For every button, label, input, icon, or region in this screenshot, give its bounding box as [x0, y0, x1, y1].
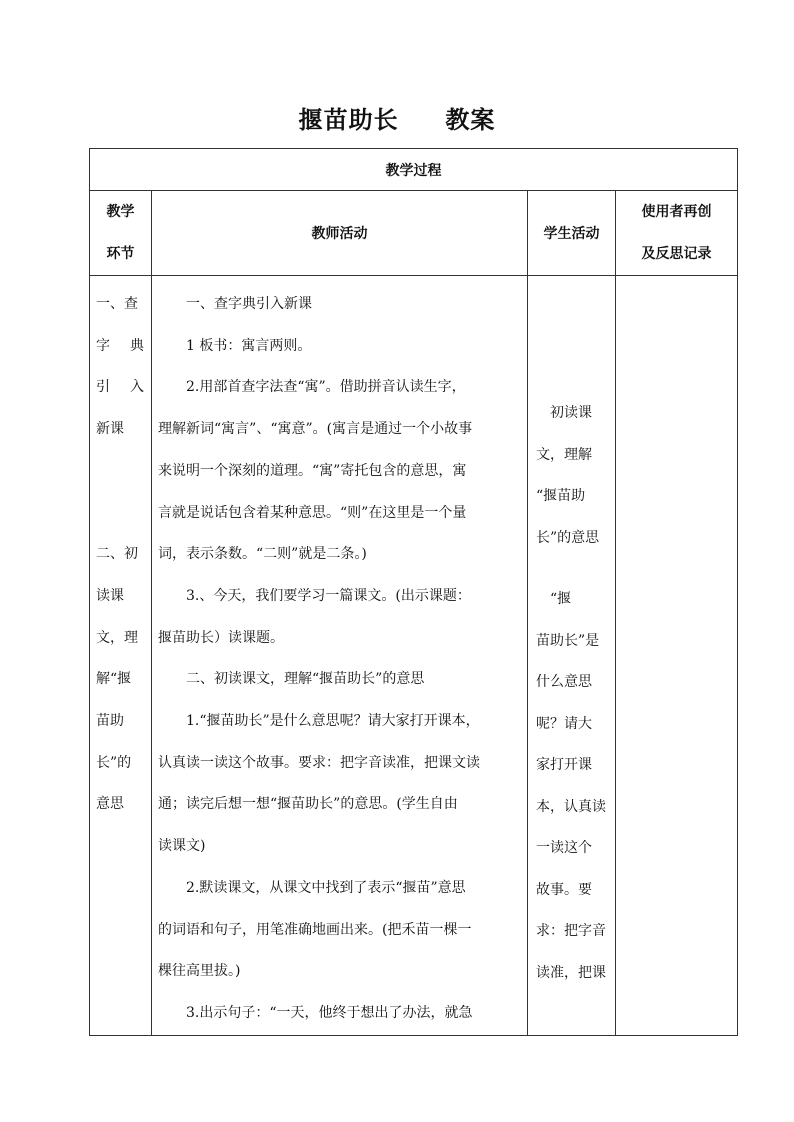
teacher-line: 1 板书：寓言两则。 — [186, 337, 312, 354]
student-line: 家打开课 — [536, 757, 592, 773]
reflection-cell — [616, 276, 738, 1036]
student-line: 初读课 — [536, 405, 592, 421]
teacher-line: 揠苗助长）读课题。 — [158, 629, 284, 646]
stage-line: 读课 — [96, 587, 124, 604]
student-activity-cell — [528, 276, 616, 1036]
stage-line: 解“揠 — [96, 671, 132, 688]
stage-header-line-2: 环节 — [106, 246, 135, 262]
student-activity-header: 学生活动 — [528, 191, 616, 276]
student-line: 一读这个 — [536, 840, 592, 856]
stage-line — [96, 451, 151, 493]
student-line: 苗助长”是 — [536, 632, 600, 649]
student-line: 求：把字音 — [536, 923, 606, 939]
reflection-header-line-1: 使用者再创 — [641, 204, 712, 220]
stage-header-line-1: 教学 — [106, 204, 135, 220]
student-line: 故事。要 — [536, 881, 592, 898]
stage-line: 二、初 — [96, 546, 138, 563]
student-line — [536, 559, 615, 579]
section-header: 教学过程 — [90, 149, 738, 191]
teacher-line: 词，表示条数。“二则”就是二条。) — [158, 546, 367, 563]
student-line: 本，认真读 — [536, 798, 606, 815]
teacher-line: 读课文) — [158, 838, 206, 855]
teacher-line: 一、查字典引入新课 — [186, 296, 312, 312]
teacher-line: 认真读一读这个故事。要求：把字音读准，把课文读 — [158, 754, 480, 771]
stage-line: 一、查 — [96, 296, 138, 312]
student-line: 什么意思 — [536, 674, 592, 690]
stage-header — [90, 191, 152, 276]
stage-line — [96, 493, 151, 535]
student-line: 读准，把课 — [536, 964, 606, 981]
teacher-line: 言就是说话包含着某种意思。“则”在这里是一个量 — [158, 504, 467, 521]
lesson-plan-table — [89, 148, 738, 1036]
teacher-activity-header: 教师活动 — [152, 191, 528, 276]
teacher-line: 1.“揠苗助长”是什么意思呢？请大家打开课本， — [186, 713, 480, 730]
stage-line: 引 入 — [96, 379, 144, 396]
stage-line: 长”的 — [96, 754, 132, 771]
stage-line: 意思 — [96, 796, 124, 813]
stage-cell — [90, 276, 152, 1036]
reflection-header — [616, 191, 738, 276]
teacher-line: 来说明一个深刻的道理。“寓”寄托包含的意思，寓 — [158, 462, 467, 479]
student-line: 长”的意思 — [536, 529, 600, 546]
teacher-line: 二、初读课文，理解“揠苗助长”的意思 — [186, 671, 425, 688]
teacher-line: 棵往高里拔。) — [158, 963, 241, 980]
teacher-line: 的词语和句子，用笔准确地画出来。(把禾苗一棵一 — [158, 921, 472, 938]
teacher-line: 2.默读课文，从课文中找到了表示“揠苗”意思 — [186, 879, 466, 896]
teacher-line: 3.、今天，我们要学习一篇课文。(出示课题： — [186, 587, 471, 604]
teacher-line: 通；读完后想一想“揠苗助长”的意思。(学生自由 — [158, 796, 458, 813]
teacher-activity-cell — [152, 276, 528, 1036]
reflection-header-line-2: 及反思记录 — [641, 246, 712, 262]
stage-line: 文，理 — [96, 629, 138, 646]
document-title: 揠苗助长 教案 — [298, 106, 496, 134]
teacher-line: 3.出示句子：“一天，他终于想出了办法，就急 — [186, 1004, 473, 1021]
stage-line: 字 典 — [96, 337, 144, 354]
teacher-line: 理解新词“寓言”、“寓意”。(寓言是通过一个小故事 — [158, 421, 473, 438]
student-line: 文，理解 — [536, 446, 592, 463]
stage-line: 新课 — [96, 421, 124, 438]
student-line: 呢？请大 — [536, 715, 592, 732]
stage-line: 苗助 — [96, 713, 124, 730]
student-line: “揠苗助 — [536, 488, 586, 504]
student-line: “揠 — [536, 591, 572, 607]
teacher-line: 2.用部首查字法查“寓”。借助拼音认读生字， — [186, 379, 466, 396]
